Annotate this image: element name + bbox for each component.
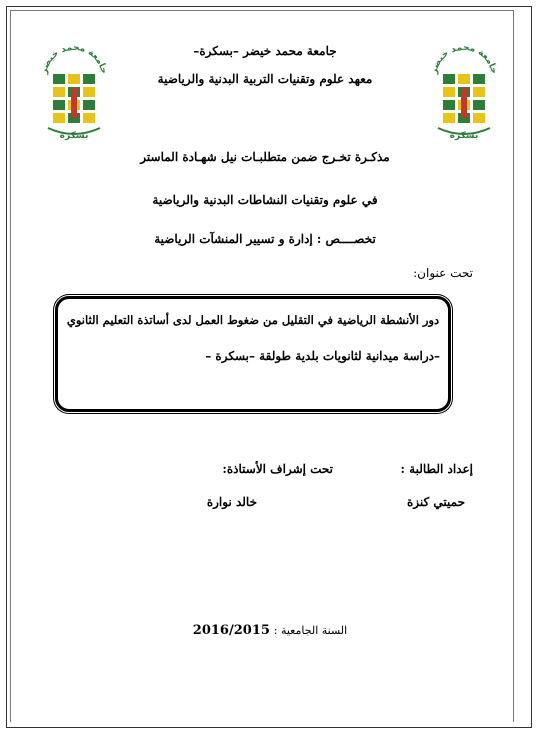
thesis-title: دور الأنشطة الرياضية في التقليل من ضغوط العمل لدى أساتذة التعليم الثانوي	[66, 313, 440, 327]
institute-name: معهد علوم وتقنيات التربية البدنية والرياضية	[157, 72, 373, 86]
thesis-subtitle: –دراسة ميدانية لثانويات بلدية طولقة –بسكرة –	[205, 349, 440, 363]
supervisor-label: تحت إشراف الأستاذة:	[222, 462, 333, 476]
student-label: إعداد الطالبة :	[400, 462, 473, 476]
seal-bottom-text: بسكرة	[449, 131, 479, 141]
university-seal-right	[428, 36, 500, 146]
university-seal-left	[38, 36, 110, 146]
year-value: 2016/2015	[192, 623, 270, 638]
degree-line: مذكـرة تخـرج ضمن متطلبـات نيل شهـادة الماستر	[140, 150, 390, 164]
year-label: السنة الجامعية :	[273, 624, 348, 637]
title-label: تحت عنوان:	[413, 266, 473, 280]
seal-bottom-text: بسكرة	[59, 131, 89, 141]
academic-year	[150, 623, 390, 638]
university-name: جامعة محمد خيضر –بسكرة–	[193, 44, 337, 58]
seal-top-text: جامعة محمد خيضر	[39, 42, 109, 75]
supervisor-name: خالد نوارة	[206, 495, 257, 509]
seal-top-text: جامعة محمد خيضر	[429, 42, 499, 75]
student-name: حميتي كنزة	[406, 495, 465, 509]
field-line: في علوم وتقنيات النشاطات البدنية والرياضية	[152, 193, 378, 207]
specialty-line: تخصــــص : إدارة و تسيير المنشآت الرياضية	[154, 232, 376, 246]
